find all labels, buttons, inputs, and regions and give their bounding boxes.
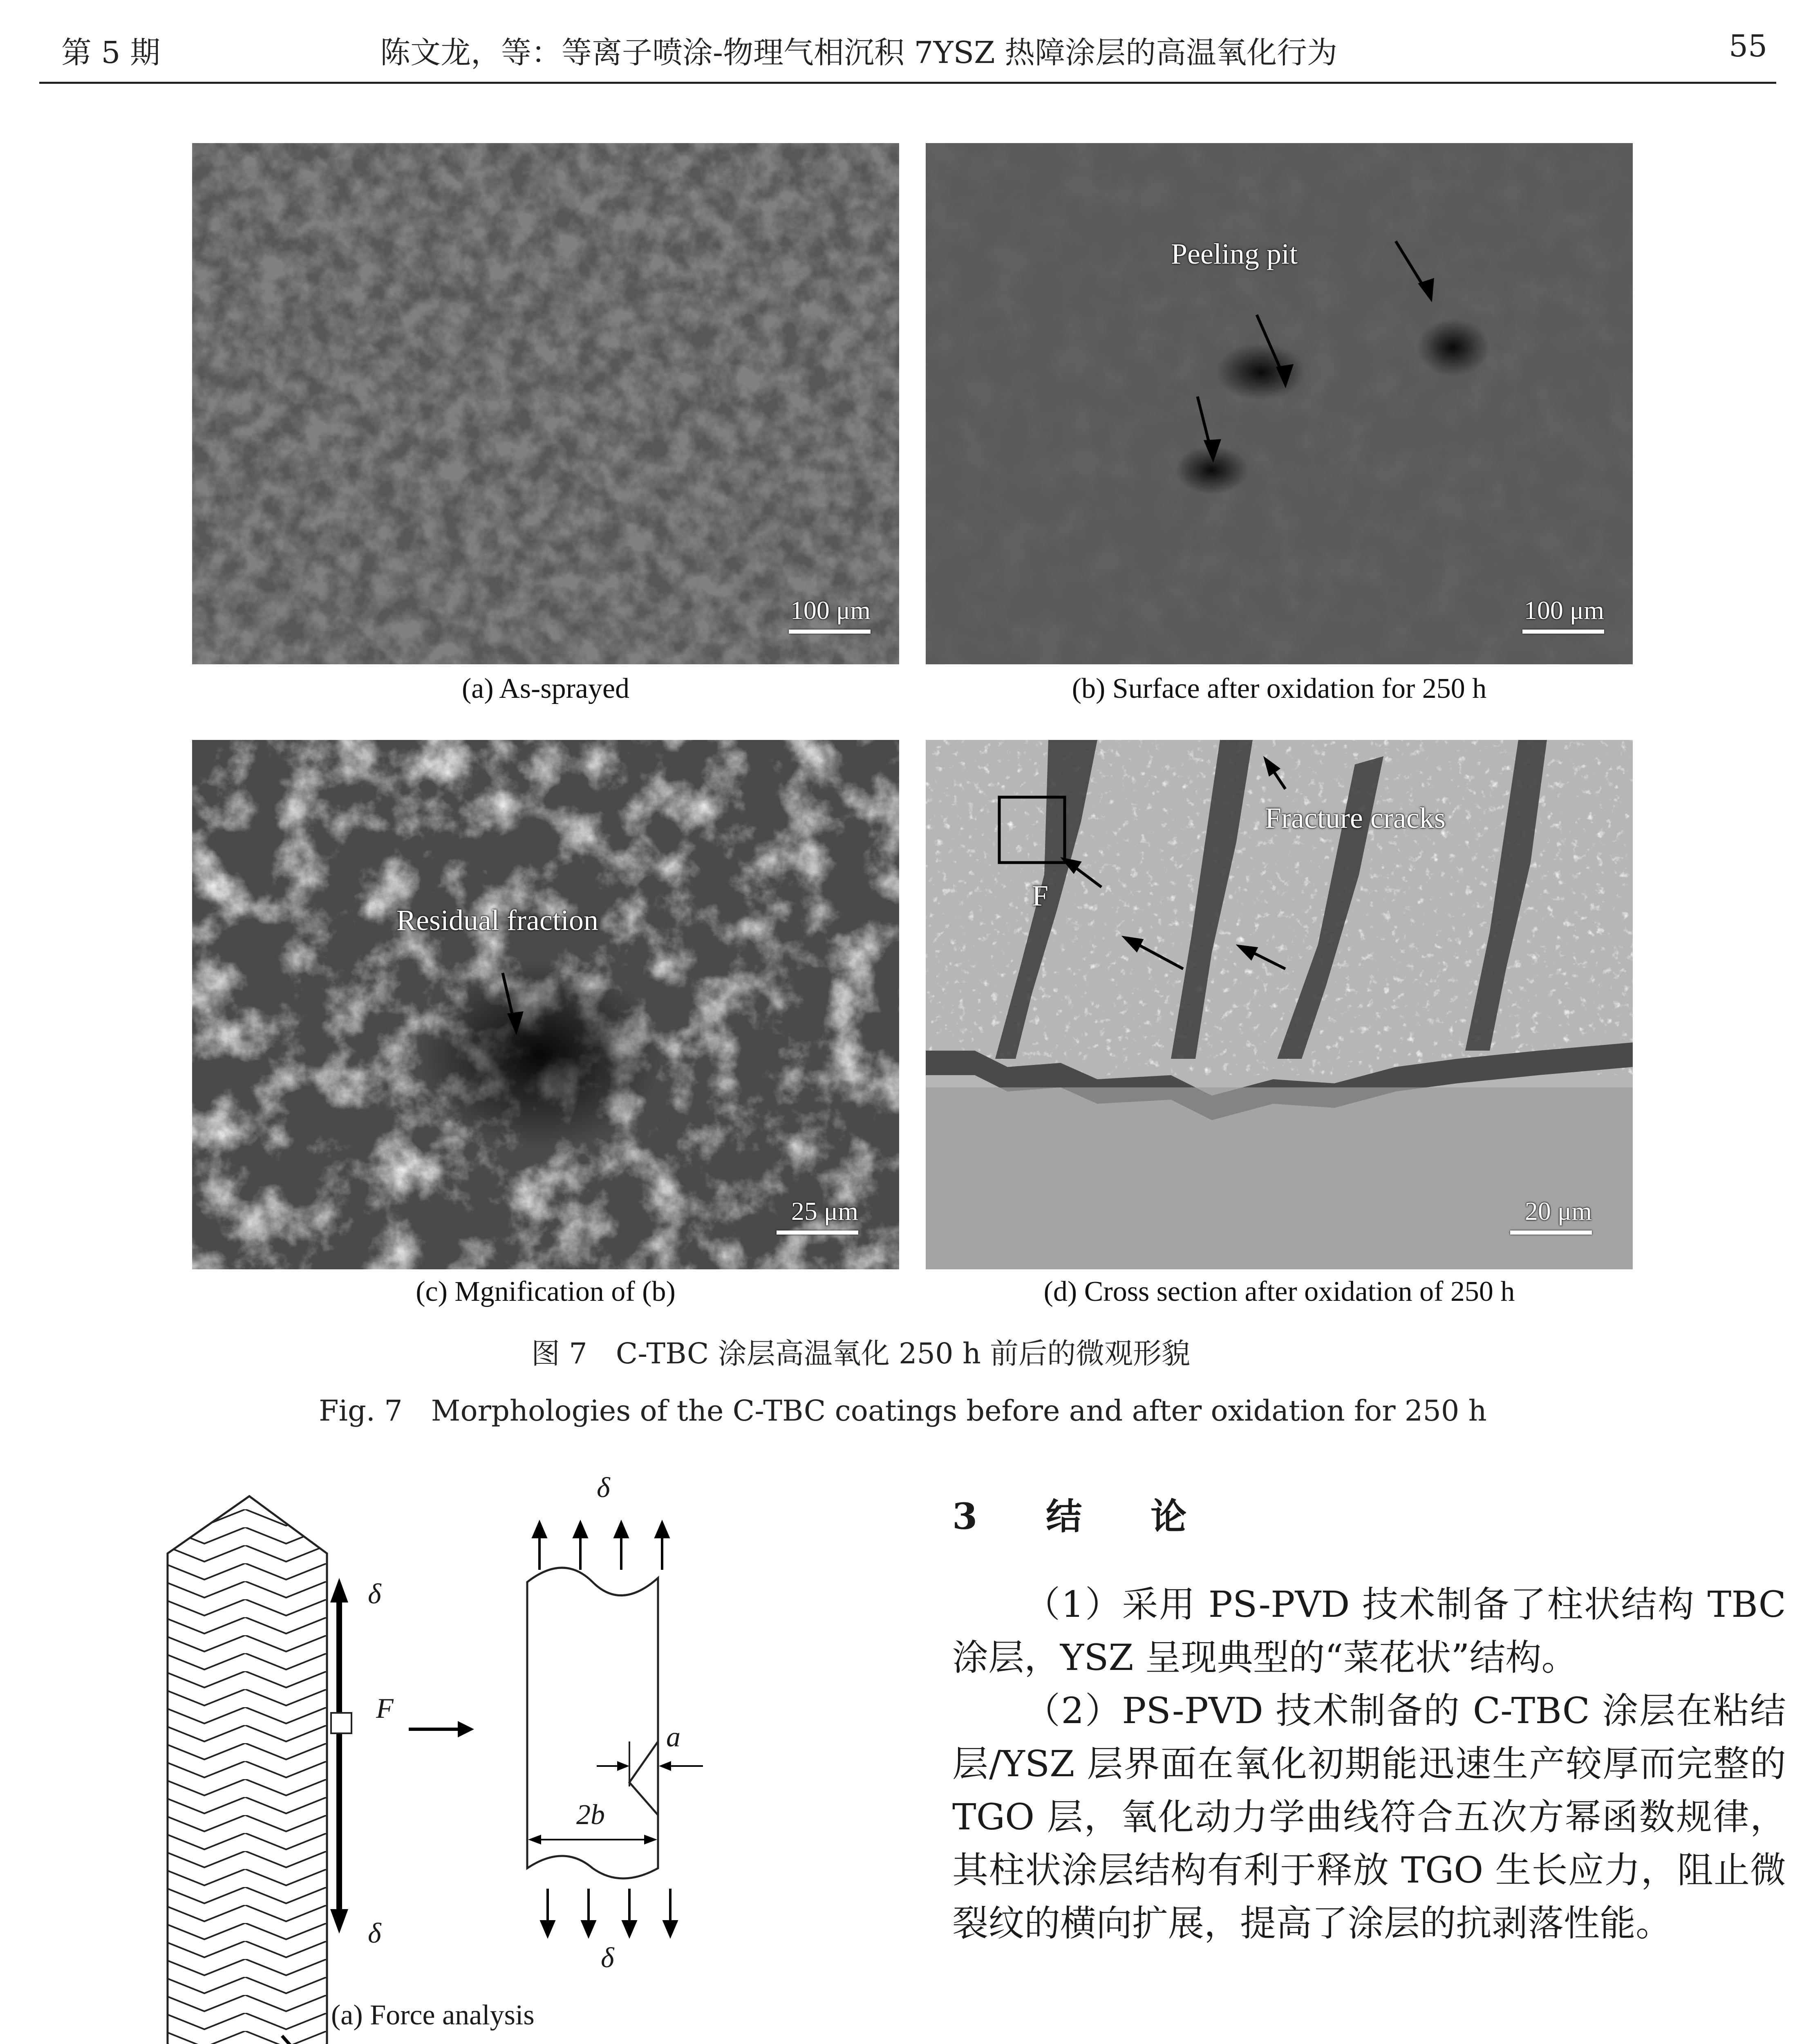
paragraph: （1）采用 PS-PVD 技术制备了柱状结构 TBC 涂层，YSZ 呈现典型的“菜花状”结构。: [952, 1583, 1786, 1679]
figure7-caption-en: Fig. 7 Morphologies of the C-TBC coatings before and after oxidation for 250 h: [319, 1394, 1487, 1428]
paragraph: （2）PS-PVD 技术制备的 C-TBC 涂层在粘结层/YSZ 层界面在氧化初期能迅速生产较厚而完整的 TGO 层，氧化动力学曲线符合五次方幂函数规律，其柱状涂层结构有利于释放 TGO 生长应力，阻止微裂纹的横向扩展，提高了涂层的抗剥落性能。: [952, 1690, 1786, 1944]
width-label: 2b: [576, 1799, 605, 1831]
running-title: 陈文龙，等：等离子喷涂-物理气相沉积 7YSZ 热障涂层的高温氧化行为: [380, 35, 1338, 70]
scale-bar: [1510, 1230, 1592, 1235]
issue-number: 第 5 期: [61, 35, 161, 70]
stress-label: δ: [601, 1942, 614, 1974]
section-title: 3 结 论: [952, 1495, 1203, 1537]
panel-caption-a: (a) As-sprayed: [461, 673, 630, 704]
figure8-sub-a-caption: (a) Force analysis: [331, 1999, 535, 2031]
scale-label: 100 μm: [1524, 596, 1604, 625]
figure8-schematic: [0, 1455, 940, 2044]
micrograph-surface-oxidized: [926, 143, 1633, 664]
scale-bar: [789, 630, 871, 634]
stress-label: δ: [368, 1578, 381, 1610]
region-f-label: F: [1032, 879, 1049, 912]
scale-bar: [777, 1230, 858, 1235]
figure7-caption-cn: 图 7 C-TBC 涂层高温氧化 250 h 前后的微观形貌: [531, 1337, 1191, 1370]
panel-caption-c: (c) Mgnification of (b): [416, 1276, 676, 1307]
stress-label: δ: [368, 1918, 381, 1949]
panel-caption-b: (b) Surface after oxidation for 250 h: [1072, 673, 1487, 704]
scale-label: 20 μm: [1524, 1197, 1592, 1226]
scale-label: 25 μm: [791, 1197, 858, 1226]
scale-label: 100 μm: [790, 596, 871, 625]
header-rule: [39, 82, 1776, 84]
peeling-pit-label: Peeling pit: [1171, 238, 1298, 270]
micrograph-magnification: [192, 740, 899, 1269]
scale-bar: [1522, 630, 1604, 634]
micrograph-as-sprayed: [192, 143, 899, 664]
residual-fraction-label: Residual fraction: [396, 904, 598, 937]
stress-label: δ: [597, 1472, 610, 1504]
crack-depth-label: a: [666, 1721, 680, 1753]
fracture-cracks-label: Fracture cracks: [1265, 802, 1446, 834]
force-label: F: [376, 1693, 394, 1724]
micrograph-cross-section: [926, 740, 1633, 1269]
page-number: 55: [1729, 29, 1768, 64]
panel-caption-d: (d) Cross section after oxidation of 250 h: [1043, 1276, 1515, 1307]
